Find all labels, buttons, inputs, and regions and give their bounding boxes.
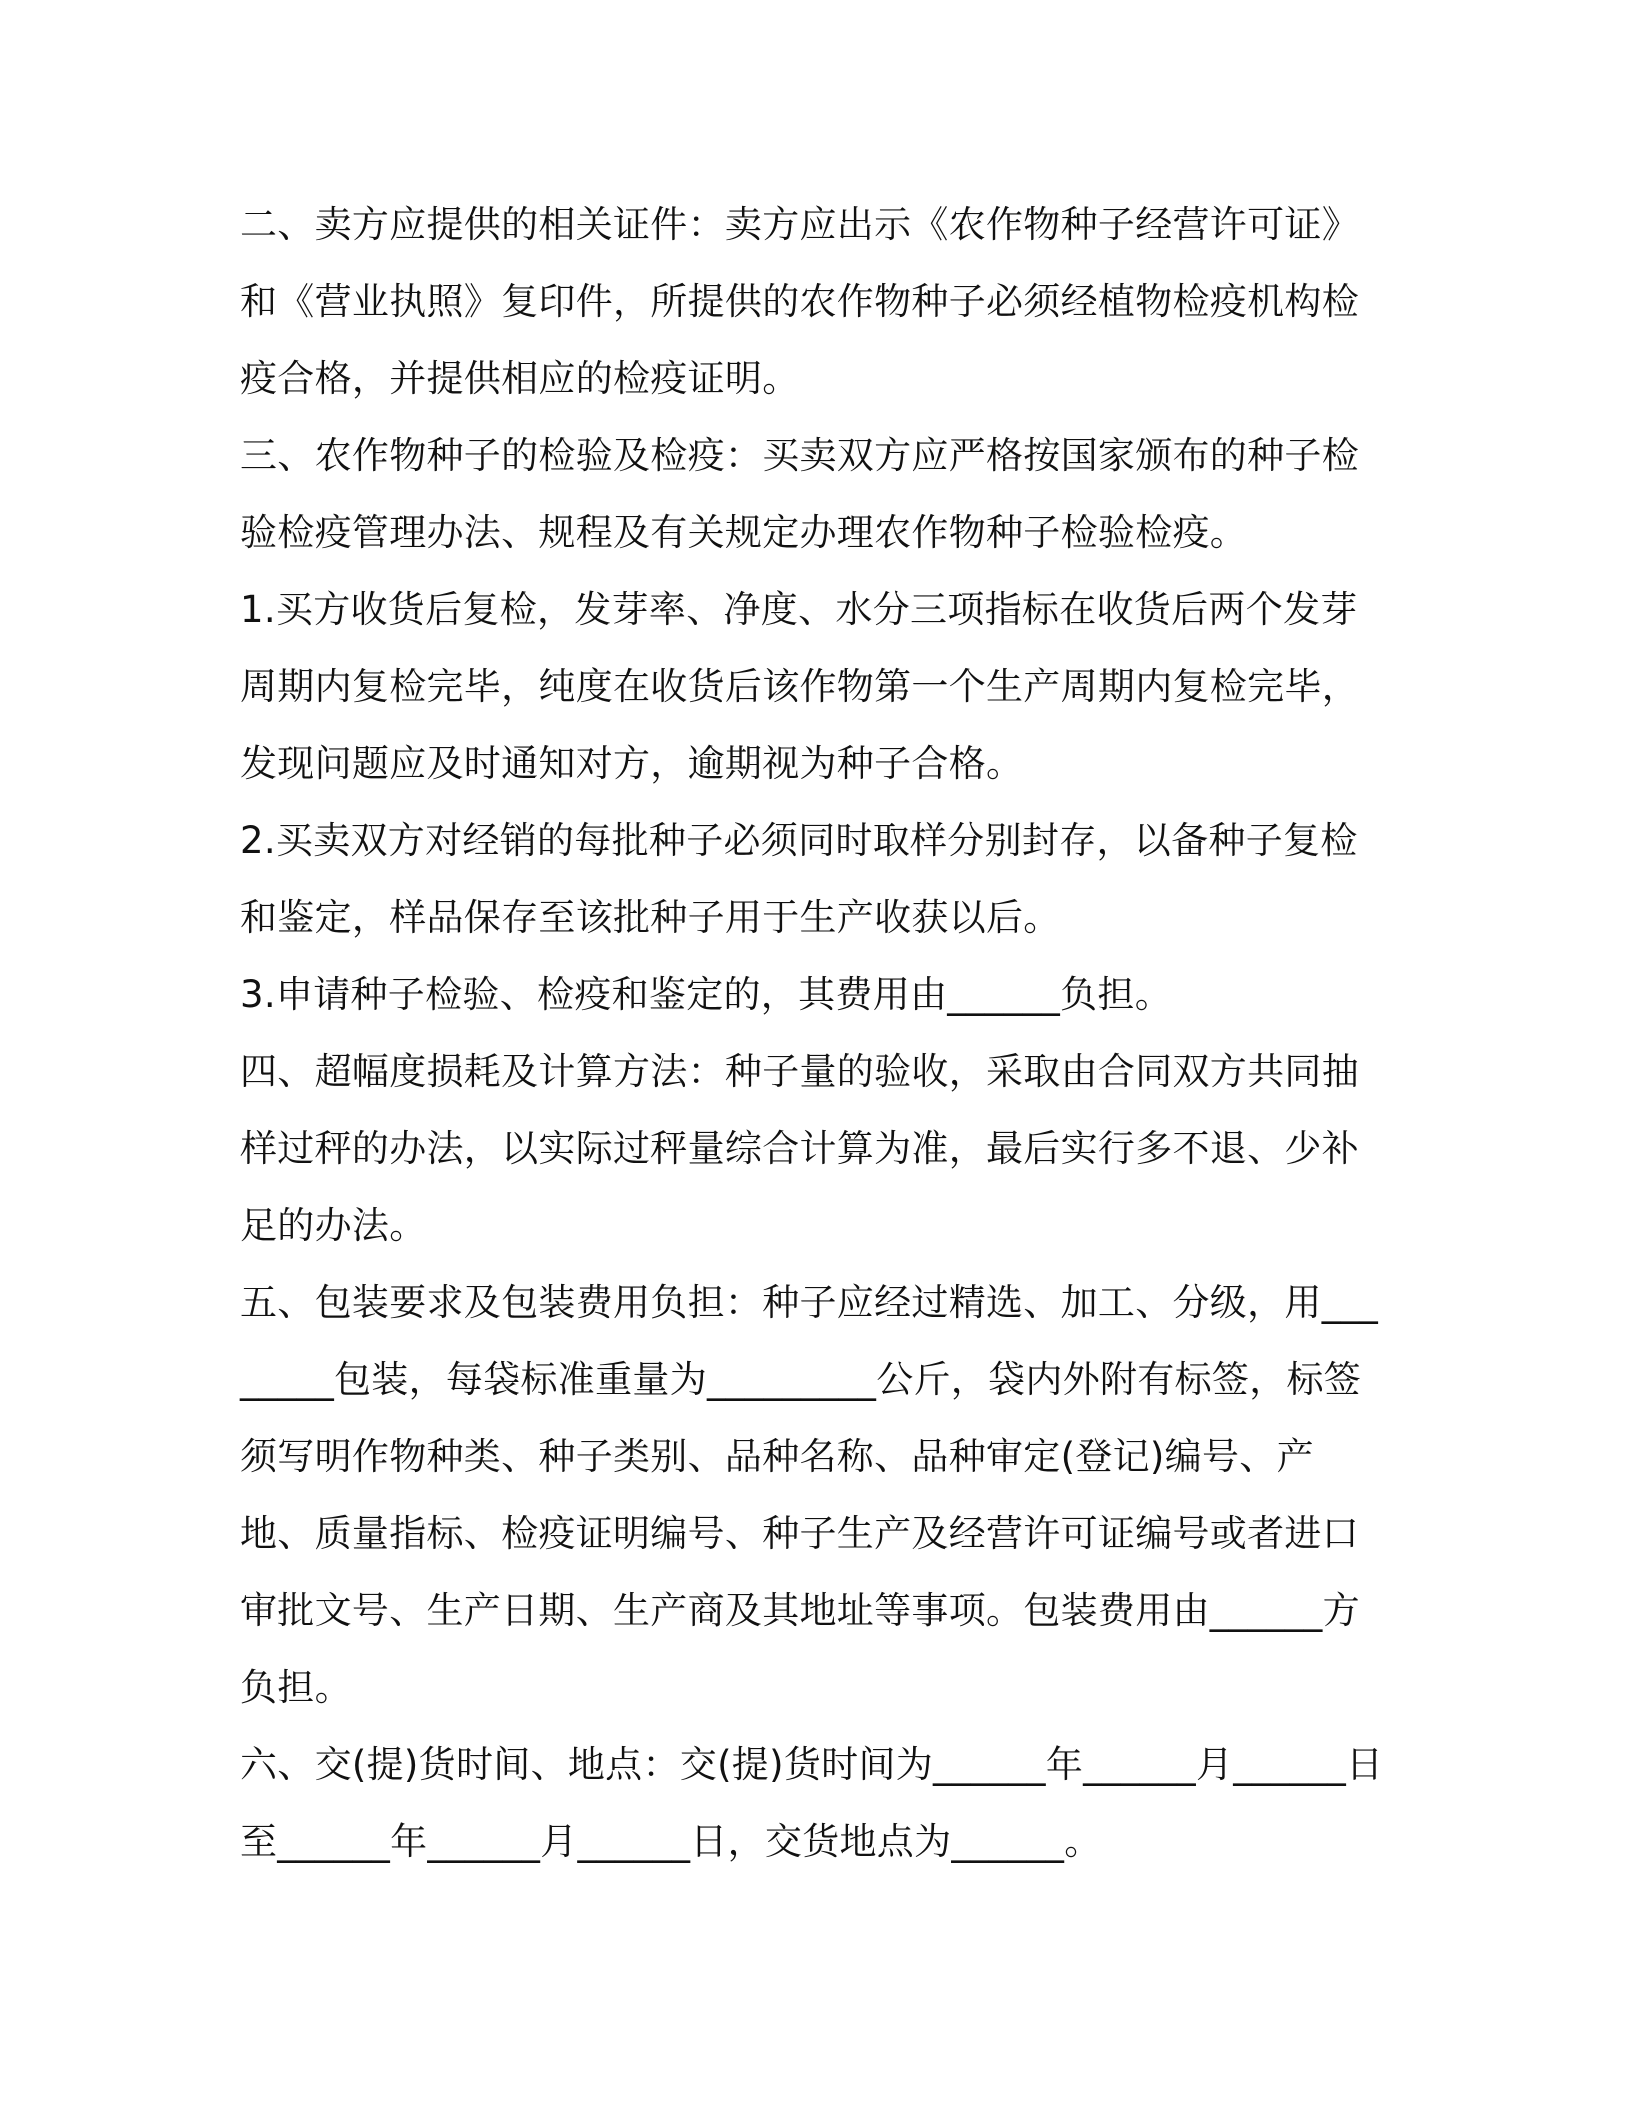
document-body [240, 186, 1385, 1880]
clause-4-loss-calculation: 四、超幅度损耗及计算方法：种子量的验收，采取由合同双方共同抽样过秤的办法，以实际过秤量综合计算为准，最后实行多不退、少补足的办法。 [240, 1050, 1359, 1247]
clause-3-item-2-sampling: 2.买卖双方对经销的每批种子必须同时取样分别封存，以备种子复检和鉴定，样品保存至该批种子用于生产收获以后。 [240, 819, 1358, 939]
clause-5-packaging: 五、包装要求及包装费用负担：种子应经过精选、加工、分级，用________包装，每袋标准重量为_________公斤，袋内外附有标签，标签须写明作物种类、种子类别、品种名称、品种审定(登记)编号、产地、质量指标、检疫证明编号、种子生产及经营许可证编号或者进口审批文号、生产日期、生产商及其地址等事项。包装费用由______方负担。 [240, 1281, 1379, 1709]
clause-3-item-3-fees: 3.申请种子检验、检疫和鉴定的，其费用由______负担。 [240, 973, 1173, 1016]
clause-6-delivery: 六、交(提)货时间、地点：交(提)货时间为______年______月______日至______年______月______日，交货地点为______。 [240, 1743, 1384, 1863]
clause-2-seller-certificates: 二、卖方应提供的相关证件：卖方应出示《农作物种子经营许可证》和《营业执照》复印件，所提供的农作物种子必须经植物检疫机构检疫合格，并提供相应的检疫证明。 [240, 203, 1359, 400]
clause-3-item-1-recheck: 1.买方收货后复检，发芽率、净度、水分三项指标在收货后两个发芽周期内复检完毕，纯度在收货后该作物第一个生产周期内复检完毕，发现问题应及时通知对方，逾期视为种子合格。 [240, 588, 1359, 785]
clause-3-inspection-quarantine: 三、农作物种子的检验及检疫：买卖双方应严格按国家颁布的种子检验检疫管理办法、规程及有关规定办理农作物种子检验检疫。 [240, 434, 1359, 554]
